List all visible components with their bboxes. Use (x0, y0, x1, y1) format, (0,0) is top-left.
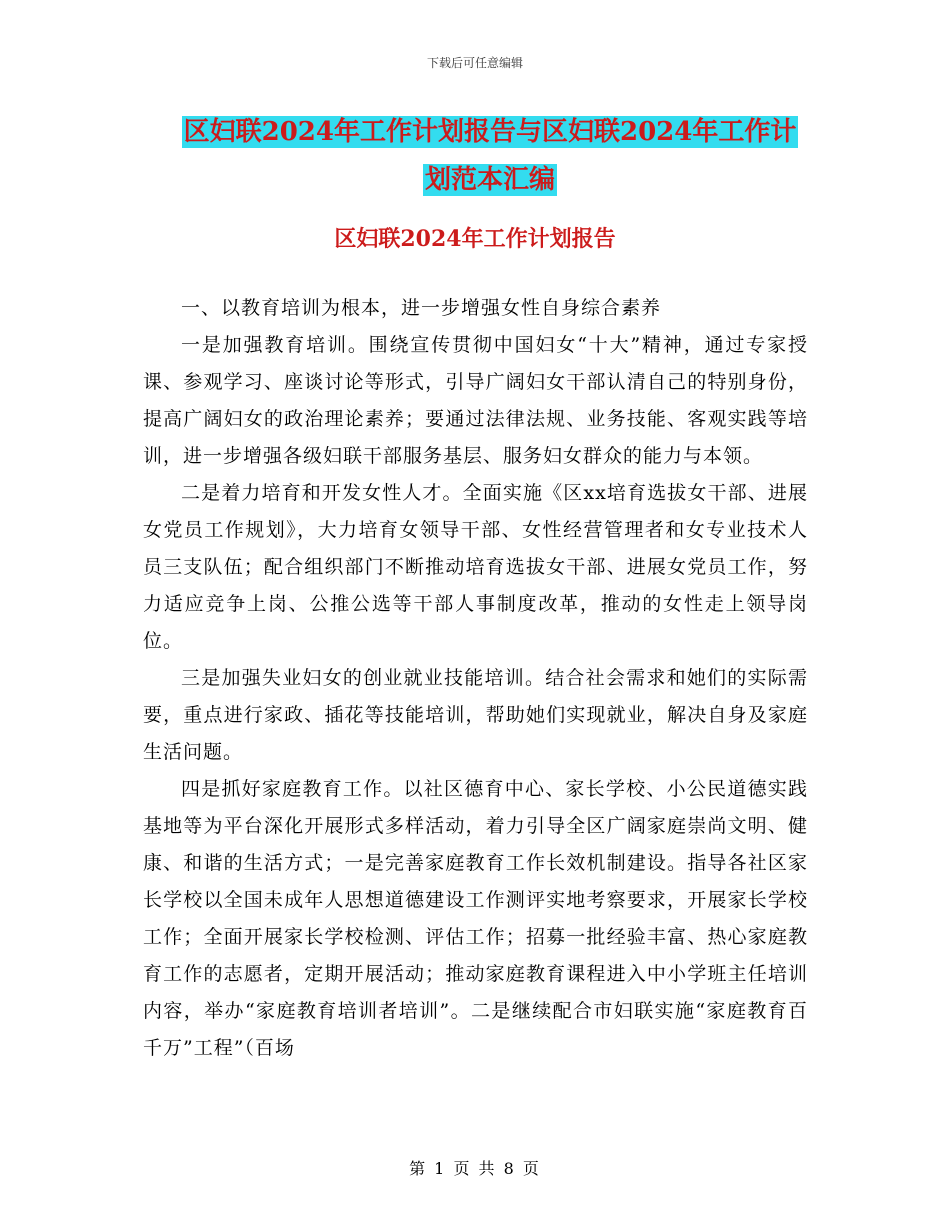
paragraph: 三是加强失业妇女的创业就业技能培训。结合社会需求和她们的实际需要，重点进行家政、插花等技能培训，帮助她们实现就业，解决自身及家庭生活问题。 (143, 667, 808, 763)
page-header-note: 下载后可任意编辑 (426, 56, 523, 70)
document-body (143, 290, 808, 1067)
paragraph: 四是抓好家庭教育工作。以社区德育中心、家长学校、小公民道德实践基地等为平台深化开展形式多样活动，着力引导全区广阔家庭崇尚文明、健康、和谐的生活方式；一是完善家庭教育工作长效机制建设。指导各社区家长学校以全国未成年人思想道德建设工作测评实地考察要求，开展家长学校工作；全面开展家长学校检测、评估工作；招募一批经验丰富、热心家庭教育工作的志愿者，定期开展活动；推动家庭教育课程进入中小学班主任培训内容，举办“家庭教育培训者培训”。二是继续配合市妇联实施“家庭教育百千万”工程”（百场 (143, 778, 808, 1059)
document-title-line-1: 区妇联2024年工作计划报告与区妇联2024年工作计 (183, 117, 797, 147)
document-title-line-2: 划范本汇编 (424, 165, 555, 195)
section-title: 区妇联2024年工作计划报告 (334, 226, 616, 252)
paragraph-heading: 一、以教育培训为根本，进一步增强女性自身综合素养 (181, 297, 662, 319)
paragraph: 二是着力培育和开发女性人才。全面实施《区xx培育选拔女干部、进展女党员工作规划》，大力培育女领导干部、女性经营管理者和女专业技术人员三支队伍；配合组织部门不断推动培育选拔女干部、进展女党员工作，努力适应竞争上岗、公推公选等干部人事制度改革，推动的女性走上领导岗位。 (143, 482, 808, 652)
paragraph: 一是加强教育培训。围绕宣传贯彻中国妇女“十大”精神，通过专家授课、参观学习、座谈讨论等形式，引导广阔妇女干部认清自己的特别身份，提高广阔妇女的政治理论素养；要通过法律法规、业务技能、客观实践等培训，进一步增强各级妇联干部服务基层、服务妇女群众的能力与本领。 (143, 334, 808, 467)
document-title (140, 108, 840, 204)
page-number: 第 1 页 共 8 页 (409, 1159, 541, 1178)
